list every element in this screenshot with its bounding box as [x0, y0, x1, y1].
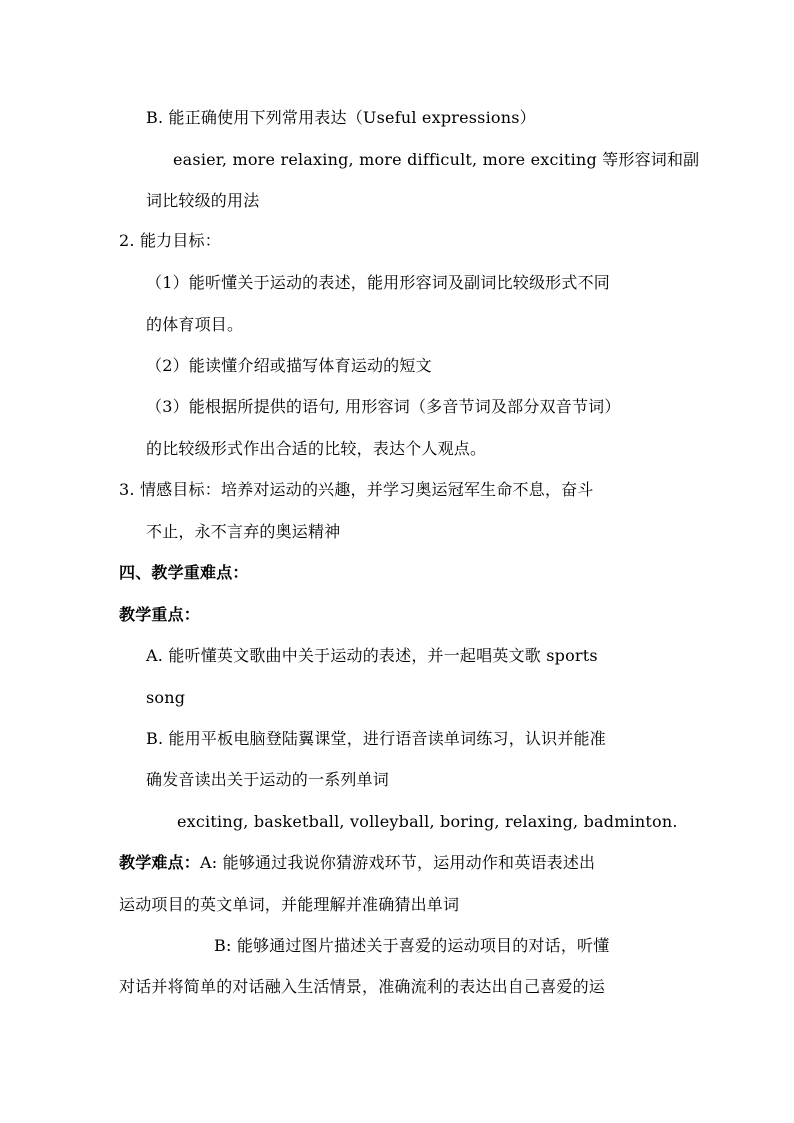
text-line-17: [119, 853, 595, 873]
section-heading: 四、教学重难点：: [119, 563, 249, 582]
text-line-5: （1）能听懂关于运动的表述，能用形容词及副词比较级形式不同: [146, 273, 610, 292]
text-line-6: 的体育项目。: [146, 315, 244, 334]
text-line-9: 的比较级形式作出合适的比较，表达个人观点。: [146, 439, 487, 458]
text-line-7: （2）能读懂介绍或描写体育运动的短文: [146, 356, 432, 375]
text-line-8: （3）能根据所提供的语句, 用形容词（多音节词及部分双音节词）: [146, 397, 621, 416]
text-line-12: A. 能听懂英文歌曲中关于运动的表述，并一起唱英文歌 sports: [146, 646, 598, 665]
text-line-14: B. 能用平板电脑登陆翼课堂，进行语音读单词练习，认识并能准: [146, 729, 606, 748]
subsection-heading-key-points: 教学重点：: [119, 605, 201, 624]
text-line-19: B: 能够通过图片描述关于喜爱的运动项目的对话，听懂: [214, 936, 610, 955]
text-line-10: 3. 情感目标：培养对运动的兴趣，并学习奥运冠军生命不息，奋斗: [119, 480, 594, 499]
difficult-point-a: A: 能够通过我说你猜游戏环节，运用动作和英语表述出: [200, 853, 596, 872]
text-line-15: 确发音读出关于运动的一系列单词: [146, 770, 390, 789]
text-line-20: 对话并将简单的对话融入生活情景，准确流利的表达出自己喜爱的运: [119, 977, 606, 996]
text-line-16: exciting, basketball, volleyball, boring, relaxing, badminton.: [177, 812, 678, 831]
text-line-18: 运动项目的英文单词，并能理解并准确猜出单词: [119, 895, 460, 914]
text-line-3: 词比较级的用法: [146, 191, 260, 210]
text-line-11: 不止，永不言弃的奥运精神: [146, 522, 341, 541]
text-line-4: 2. 能力目标：: [119, 231, 221, 250]
subsection-heading-difficult-points: 教学难点：: [119, 853, 201, 872]
text-line-2: easier, more relaxing, more difficult, more exciting 等形容词和副: [173, 150, 700, 169]
text-line-13: song: [146, 688, 186, 707]
text-line-1: B. 能正确使用下列常用表达（Useful expressions）: [146, 108, 536, 127]
